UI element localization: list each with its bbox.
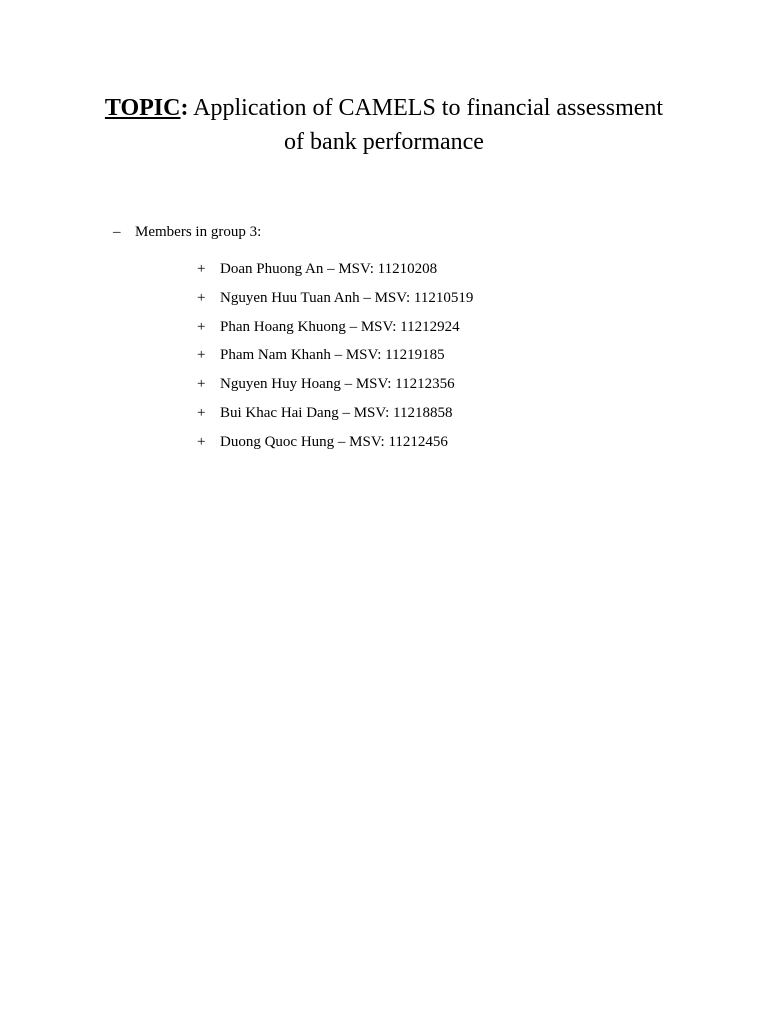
members-heading	[113, 222, 261, 242]
plus-bullet: +	[197, 433, 206, 450]
members-heading-text: Members in group 3:	[135, 224, 262, 240]
title-text-line-1: Application of CAMELS to financial assessment	[188, 95, 664, 121]
member-text: Duong Quoc Hung – MSV: 11212456	[220, 433, 448, 450]
member-item	[197, 374, 473, 403]
member-item	[197, 259, 473, 288]
plus-bullet: +	[197, 404, 206, 421]
member-item	[197, 317, 473, 346]
member-item	[197, 432, 473, 461]
member-item	[197, 403, 473, 432]
title-line-2: of bank performance	[284, 129, 484, 155]
member-item	[197, 345, 473, 374]
plus-bullet: +	[197, 347, 206, 364]
document-title	[0, 91, 768, 159]
plus-bullet: +	[197, 289, 206, 306]
member-text: Nguyen Huu Tuan Anh – MSV: 11210519	[220, 289, 474, 306]
dash-bullet: –	[113, 224, 121, 240]
member-text: Pham Nam Khanh – MSV: 11219185	[220, 347, 445, 364]
plus-bullet: +	[197, 318, 206, 335]
topic-colon: :	[180, 95, 189, 121]
member-text: Phan Hoang Khuong – MSV: 11212924	[220, 318, 460, 335]
plus-bullet: +	[197, 261, 206, 277]
member-text: Doan Phuong An – MSV: 11210208	[220, 261, 438, 277]
title-line-1	[0, 91, 768, 125]
member-text: Nguyen Huy Hoang – MSV: 11212356	[220, 376, 455, 393]
member-item	[197, 288, 473, 317]
member-text: Bui Khac Hai Dang – MSV: 11218858	[220, 404, 453, 421]
plus-bullet: +	[197, 376, 206, 393]
topic-label: TOPIC	[104, 95, 181, 121]
member-list	[197, 259, 473, 461]
